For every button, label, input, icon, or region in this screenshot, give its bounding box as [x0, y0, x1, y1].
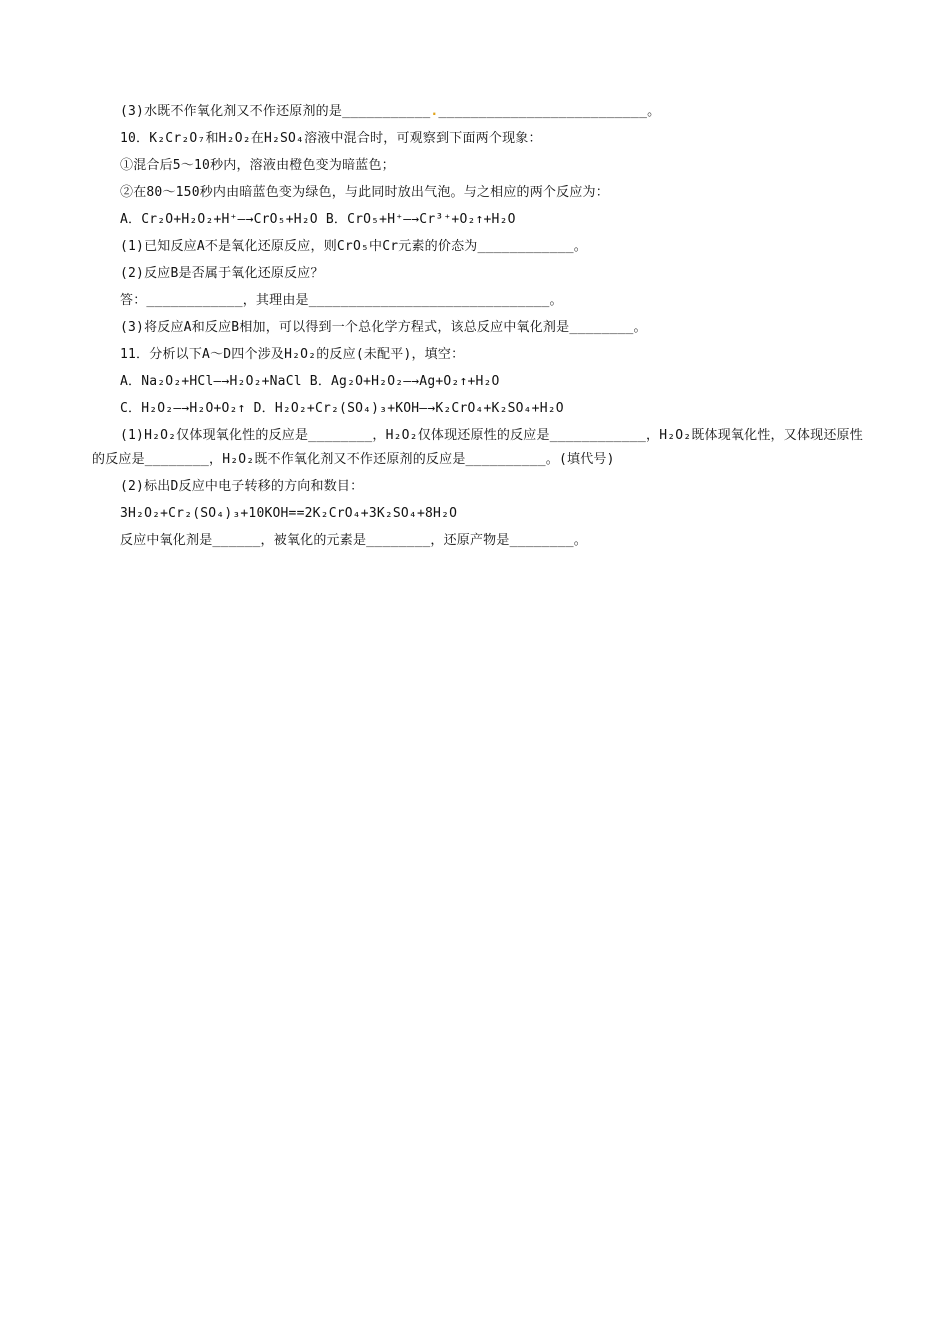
question-10-part-2-answer: 答：____________，其理由是______________________________。: [120, 293, 563, 308]
question-11-part-2: (2)标出D反应中电子转移的方向和数目：: [120, 479, 364, 494]
question-10-part-1: (1)已知反应A不是氧化还原反应，则CrO₅中Cr元素的价态为____________。: [120, 239, 587, 254]
question-9-part-3: [92, 100, 867, 124]
q9-3-text-b: __________________________。: [438, 104, 661, 119]
question-10-observation-2: ②在80～150秒内由暗蓝色变为绿色，与此同时放出气泡。与之相应的两个反应为：: [120, 185, 609, 200]
question-11-fill: 反应中氧化剂是______，被氧化的元素是________，还原产物是________。: [120, 533, 587, 548]
q9-3-text-a: (3)水既不作氧化剂又不作还原剂的是___________: [120, 104, 431, 119]
question-11-reactions-cd: C．H₂O₂—→H₂O+O₂↑ D．H₂O₂+Cr₂(SO₄)₃+KOH—→K₂CrO₄+K₂SO₄+H₂O: [120, 401, 564, 416]
document-content: [92, 100, 867, 556]
question-11-part-1: (1)H₂O₂仅体现氧化性的反应是________，H₂O₂仅体现还原性的反应是____________，H₂O₂既体现氧化性，又体现还原性的反应是________，H₂O₂既不作氧化剂又不作还原剂的反应是__________。(填代号): [92, 428, 863, 467]
question-10-observation-1: ①混合后5～10秒内，溶液由橙色变为暗蓝色；: [120, 158, 395, 173]
question-11-equation: 3H₂O₂+Cr₂(SO₄)₃+10KOH==2K₂CrO₄+3K₂SO₄+8H₂O: [120, 506, 458, 521]
question-10-part-2: (2)反应B是否属于氧化还原反应？: [120, 266, 324, 281]
question-11-reactions-ab: A．Na₂O₂+HCl—→H₂O₂+NaCl B．Ag₂O+H₂O₂—→Ag+O₂↑+H₂O: [120, 374, 500, 389]
question-10-reactions: A．Cr₂O+H₂O₂+H⁺—→CrO₅+H₂O B．CrO₅+H⁺—→Cr³⁺+O₂↑+H₂O: [120, 212, 516, 227]
mark-dot: .: [430, 104, 439, 119]
question-10-stem: 10．K₂Cr₂O₇和H₂O₂在H₂SO₄溶液中混合时，可观察到下面两个现象：: [120, 131, 542, 146]
question-11-stem: 11．分析以下A～D四个涉及H₂O₂的反应(未配平)，填空：: [120, 347, 465, 362]
question-10-part-3: (3)将反应A和反应B相加，可以得到一个总化学方程式，该总反应中氧化剂是________。: [120, 320, 647, 335]
